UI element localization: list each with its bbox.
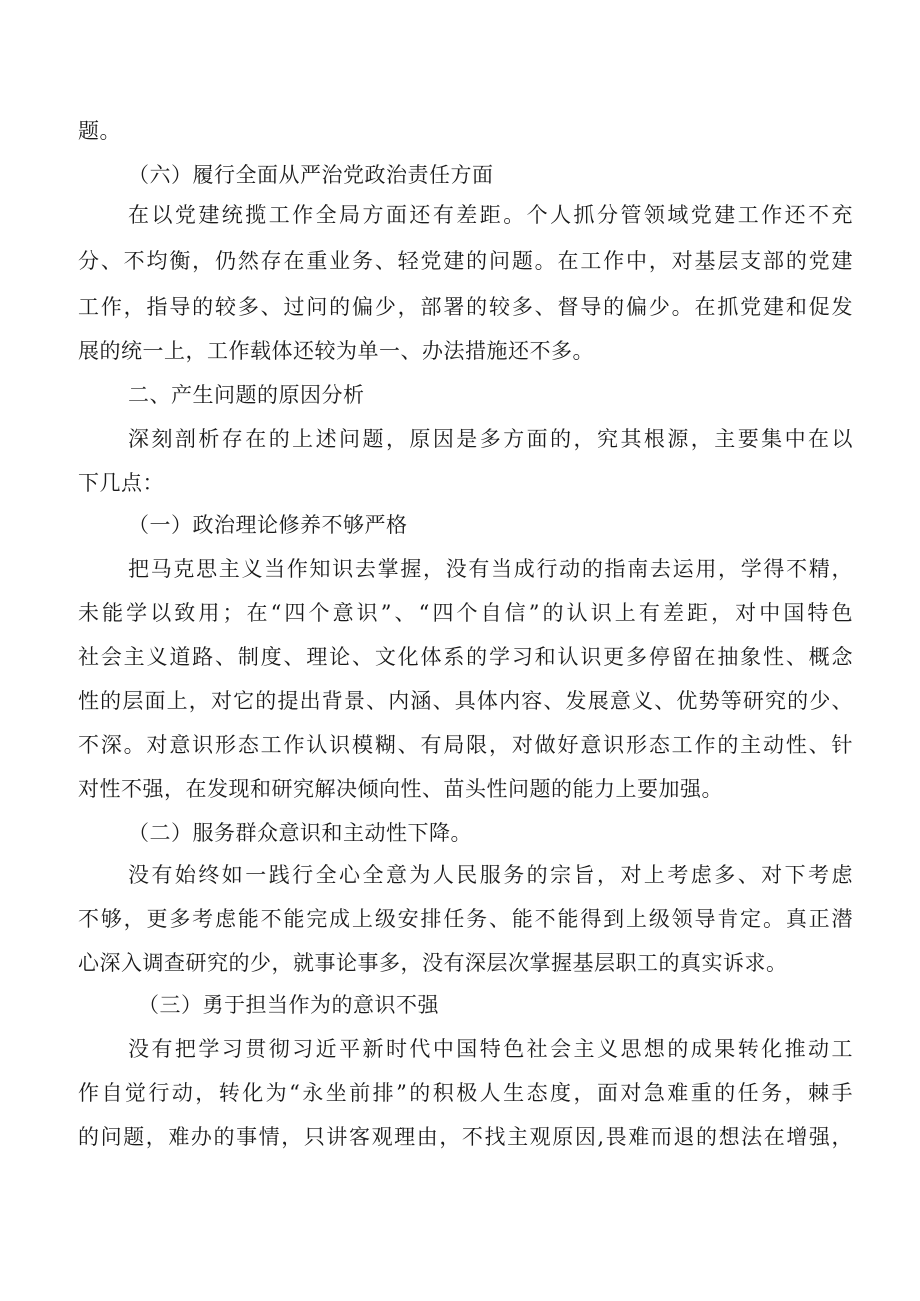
section-heading-1: （一）政治理论修养不够严格	[128, 513, 408, 537]
section-heading-2: （二）服务群众意识和主动性下降。	[128, 821, 472, 845]
paragraph-line: 展的统一上，工作载体还较为单一、办法措施还不多。	[78, 339, 594, 363]
paragraph-line: 社会主义道路、制度、理论、文化体系的学习和认识更多停留在抽象性、概念	[78, 645, 853, 669]
paragraph-line: 作自觉行动，转化为“永坐前排”的积极人生态度，面对急难重的任务，棘手	[78, 1081, 853, 1105]
paragraph-line: 在以党建统揽工作全局方面还有差距。个人抓分管领域党建工作还不充	[128, 203, 853, 227]
paragraph-line: 题。	[78, 119, 121, 143]
paragraph-line: 分、不均衡，仍然存在重业务、轻党建的问题。在工作中，对基层支部的党建	[78, 249, 853, 273]
paragraph-line: 对性不强，在发现和研究解决倾向性、苗头性问题的能力上要加强。	[78, 777, 723, 801]
paragraph-line: 不深。对意识形态工作认识模糊、有局限，对做好意识形态工作的主动性、针	[78, 733, 853, 757]
section-heading-3: （三）勇于担当作为的意识不强	[138, 993, 439, 1017]
paragraph-line: 没有始终如一践行全心全意为人民服务的宗旨，对上考虑多、对下考虑	[128, 863, 853, 887]
paragraph-line: 心深入调查研究的少，就事论事多，没有深层次掌握基层职工的真实诉求。	[78, 951, 788, 975]
paragraph-line: 不够，更多考虑能不能完成上级安排任务、能不能得到上级领导肯定。真正潜	[78, 907, 853, 931]
paragraph-line: 把马克思主义当作知识去掌握，没有当成行动的指南去运用，学得不精，	[128, 557, 853, 581]
chapter-heading: 二、产生问题的原因分析	[128, 383, 365, 407]
paragraph-line: 性的层面上，对它的提出背景、内涵、具体内容、发展意义、优势等研究的少、	[78, 689, 853, 713]
section-heading-6: （六）履行全面从严治党政治责任方面	[128, 163, 494, 187]
paragraph-line: 工作，指导的较多、过问的偏少，部署的较多、督导的偏少。在抓党建和促发	[78, 295, 853, 319]
paragraph-line: 的问题，难办的事情，只讲客观理由，不找主观原因,畏难而退的想法在增强，	[78, 1125, 853, 1149]
paragraph-line: 深刻剖析存在的上述问题，原因是多方面的，究其根源，主要集中在以	[128, 427, 853, 451]
paragraph-line: 下几点：	[78, 471, 164, 495]
paragraph-line: 没有把学习贯彻习近平新时代中国特色社会主义思想的成果转化推动工	[128, 1037, 853, 1061]
paragraph-line: 未能学以致用；在“四个意识”、“四个自信”的认识上有差距，对中国特色	[78, 601, 853, 625]
